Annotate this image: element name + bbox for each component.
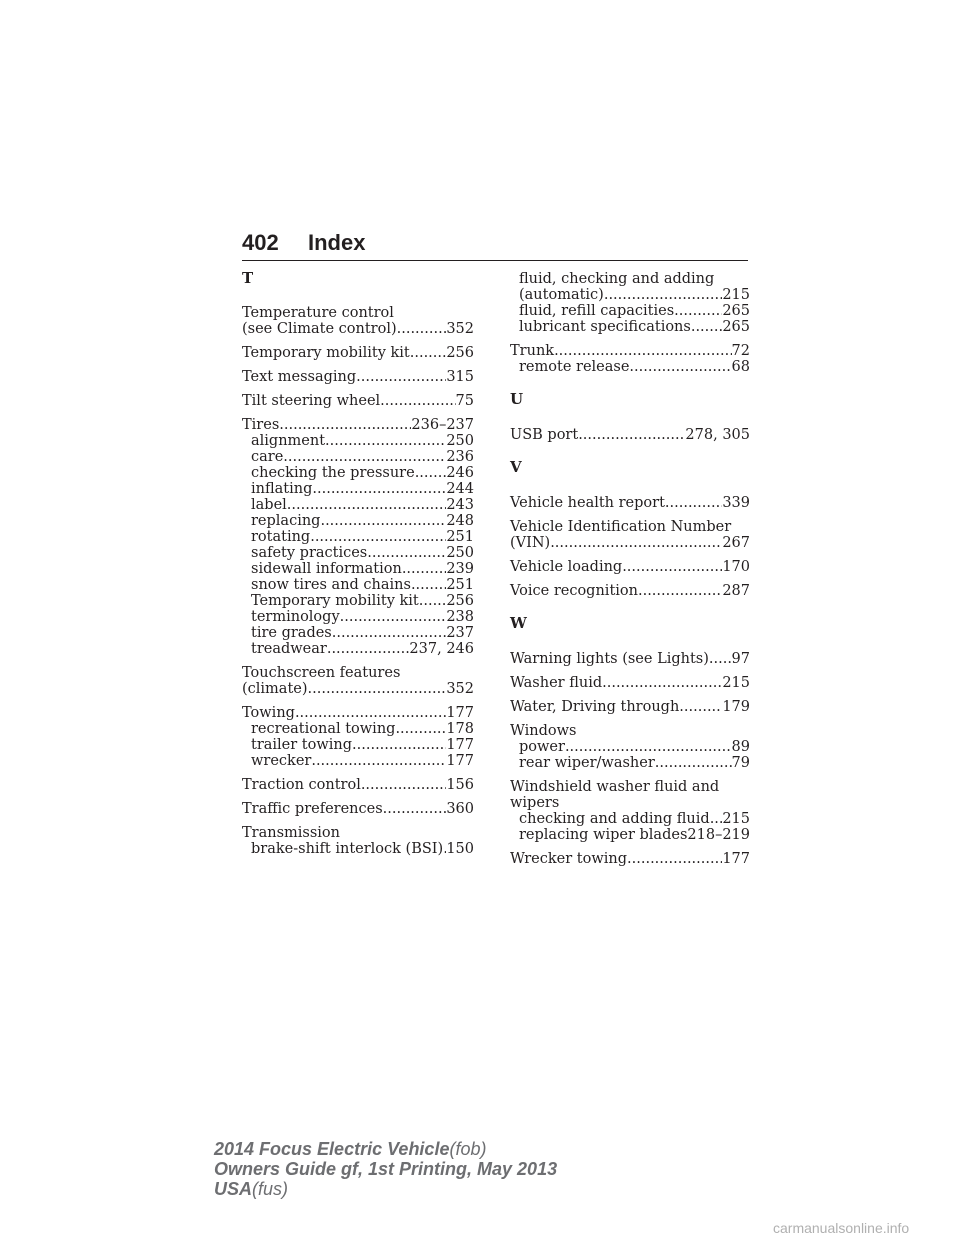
page-reference: 251 bbox=[446, 577, 474, 593]
page-reference: 352 bbox=[446, 681, 474, 697]
index-entry bbox=[510, 583, 750, 599]
page-reference: 256 bbox=[446, 593, 474, 609]
index-subentry-line bbox=[242, 465, 474, 481]
page-reference: 236–237 bbox=[411, 417, 474, 433]
index-subentry-line bbox=[242, 481, 474, 497]
dot-leader bbox=[554, 343, 731, 359]
entry-label: alignment bbox=[251, 433, 326, 449]
entry-label: Wrecker towing bbox=[510, 851, 628, 867]
index-entry-line bbox=[510, 795, 750, 811]
page-reference: 156 bbox=[446, 777, 474, 793]
dot-leader bbox=[604, 287, 722, 303]
dot-leader bbox=[410, 345, 447, 361]
dot-leader bbox=[674, 303, 722, 319]
index-entry bbox=[242, 825, 474, 857]
page-reference: 72 bbox=[731, 343, 750, 359]
entry-label: Tires bbox=[242, 417, 280, 433]
index-subentry-line bbox=[242, 529, 474, 545]
page-reference: 243 bbox=[446, 497, 474, 513]
page-reference: 265 bbox=[722, 303, 750, 319]
index-entry-line bbox=[242, 825, 474, 841]
entry-label: Vehicle Identification Number bbox=[510, 519, 732, 535]
dot-leader bbox=[352, 737, 446, 753]
index-subentry-line bbox=[242, 721, 474, 737]
dot-leader bbox=[710, 811, 723, 827]
entry-label: Temporary mobility kit bbox=[251, 593, 419, 609]
index-entry-line bbox=[510, 535, 750, 551]
index-subentry-line bbox=[242, 497, 474, 513]
dot-leader bbox=[655, 755, 732, 771]
page-reference: 178 bbox=[446, 721, 474, 737]
entry-label: rotating bbox=[251, 529, 311, 545]
index-entry bbox=[242, 369, 474, 385]
entry-label: Temporary mobility kit bbox=[242, 345, 410, 361]
index-entry bbox=[510, 519, 750, 551]
footer-line-1: 2014 Focus Electric Vehicle(fob) bbox=[214, 1139, 487, 1159]
entry-label: treadwear bbox=[251, 641, 327, 657]
page-reference: 79 bbox=[731, 755, 750, 771]
index-entry bbox=[510, 675, 750, 691]
index-subentry-line bbox=[510, 827, 750, 843]
page-reference: 215 bbox=[722, 675, 750, 691]
index-entry bbox=[510, 651, 750, 667]
index-entry-line bbox=[510, 519, 750, 535]
index-entry-line bbox=[510, 723, 750, 739]
page-reference: 265 bbox=[722, 319, 750, 335]
index-subentry-line bbox=[242, 577, 474, 593]
page-reference: 287 bbox=[722, 583, 750, 599]
entry-label: power bbox=[519, 739, 565, 755]
entry-label: inflating bbox=[251, 481, 313, 497]
index-entry bbox=[510, 851, 750, 867]
index-subentry-line bbox=[510, 359, 750, 375]
index-subentry-line bbox=[510, 303, 750, 319]
page-reference: 177 bbox=[446, 705, 474, 721]
page-reference: 256 bbox=[446, 345, 474, 361]
index-entry bbox=[242, 665, 474, 697]
index-entry bbox=[510, 699, 750, 715]
dot-leader bbox=[691, 319, 722, 335]
entry-label: Warning lights (see Lights) bbox=[510, 651, 709, 667]
entry-label: Water, Driving through bbox=[510, 699, 680, 715]
entry-label: snow tires and chains bbox=[251, 577, 411, 593]
index-entry-line bbox=[242, 705, 474, 721]
entry-label: fluid, checking and adding bbox=[519, 271, 715, 287]
page-reference: 97 bbox=[731, 651, 750, 667]
page-reference: 68 bbox=[731, 359, 750, 375]
entry-label: Voice recognition bbox=[510, 583, 638, 599]
index-subentry-line bbox=[510, 319, 750, 335]
dot-leader bbox=[638, 583, 722, 599]
page-reference: 89 bbox=[731, 739, 750, 755]
entry-label: tire grades bbox=[251, 625, 332, 641]
page-reference: 177 bbox=[446, 737, 474, 753]
entry-label: (VIN) bbox=[510, 535, 551, 551]
dot-leader bbox=[295, 705, 446, 721]
page-title: Index bbox=[308, 230, 366, 255]
entry-label: Tilt steering wheel bbox=[242, 393, 381, 409]
dot-leader bbox=[411, 577, 446, 593]
watermark: carmanualsonline.info bbox=[773, 1220, 910, 1236]
index-subentry-line bbox=[242, 609, 474, 625]
entry-label: replacing wiper blades bbox=[519, 827, 688, 843]
dot-leader bbox=[325, 433, 446, 449]
dot-leader bbox=[383, 801, 447, 817]
index-subentry-line bbox=[242, 433, 474, 449]
index-subentry-line bbox=[510, 811, 750, 827]
entry-label: wrecker bbox=[251, 753, 312, 769]
dot-leader bbox=[627, 851, 722, 867]
entry-label: (see Climate control) bbox=[242, 321, 397, 337]
entry-label: Traction control bbox=[242, 777, 361, 793]
index-subentry-line bbox=[510, 287, 750, 303]
index-letter-heading: T bbox=[242, 269, 254, 287]
index-subentry-line bbox=[242, 449, 474, 465]
index-entry bbox=[242, 417, 474, 657]
page-reference: 237 bbox=[446, 625, 474, 641]
index-column-right bbox=[510, 271, 750, 875]
index-entry-line bbox=[242, 777, 474, 793]
index-entry bbox=[510, 779, 750, 843]
entry-label: Touchscreen features bbox=[242, 665, 401, 681]
index-entry-line bbox=[510, 495, 750, 511]
dot-leader bbox=[402, 561, 446, 577]
entry-label: rear wiper/washer bbox=[519, 755, 655, 771]
page-reference: 360 bbox=[446, 801, 474, 817]
page-reference: 239 bbox=[446, 561, 474, 577]
page-reference: 352 bbox=[446, 321, 474, 337]
index-entry bbox=[510, 723, 750, 771]
dot-leader bbox=[602, 675, 722, 691]
entry-label: sidewall information bbox=[251, 561, 402, 577]
entry-label: Towing bbox=[242, 705, 295, 721]
index-entry-line bbox=[242, 393, 474, 409]
page-reference: 250 bbox=[446, 545, 474, 561]
entry-label: Vehicle loading bbox=[510, 559, 623, 575]
dot-leader bbox=[356, 369, 446, 385]
index-entry bbox=[242, 305, 474, 337]
entry-label: checking and adding fluid bbox=[519, 811, 710, 827]
index-entry bbox=[510, 427, 750, 443]
index-subentry-line bbox=[510, 739, 750, 755]
dot-leader bbox=[565, 739, 732, 755]
entry-label: lubricant specifications bbox=[519, 319, 691, 335]
dot-leader bbox=[312, 481, 446, 497]
page-reference: 246 bbox=[446, 465, 474, 481]
index-subentry-line bbox=[242, 753, 474, 769]
entry-label: remote release bbox=[519, 359, 630, 375]
page-reference: 75 bbox=[455, 393, 474, 409]
entry-label: Vehicle health report bbox=[510, 495, 665, 511]
dot-leader bbox=[327, 641, 410, 657]
index-entry bbox=[510, 271, 750, 335]
page-reference: 250 bbox=[446, 433, 474, 449]
entry-label: checking the pressure bbox=[251, 465, 415, 481]
index-subentry-line bbox=[242, 641, 474, 657]
entry-label: Windows bbox=[510, 723, 577, 739]
entry-label: Temperature control bbox=[242, 305, 394, 321]
index-entry-line bbox=[510, 779, 750, 795]
page-number: 402 bbox=[242, 230, 279, 255]
index-entry-line bbox=[510, 851, 750, 867]
page-reference: 339 bbox=[722, 495, 750, 511]
dot-leader bbox=[367, 545, 446, 561]
footer-code-3: (fus) bbox=[252, 1179, 289, 1199]
index-entry-line bbox=[510, 675, 750, 691]
page-reference: 238 bbox=[446, 609, 474, 625]
index-subentry-line bbox=[510, 755, 750, 771]
dot-leader bbox=[395, 721, 446, 737]
index-subentry-line bbox=[242, 841, 474, 857]
page-reference: 150 bbox=[446, 841, 474, 857]
dot-leader bbox=[397, 321, 447, 337]
page-reference: 278, 305 bbox=[685, 427, 750, 443]
page-reference: 267 bbox=[722, 535, 750, 551]
index-entry-line bbox=[510, 427, 750, 443]
index-column-left bbox=[242, 270, 474, 865]
page-reference: 236 bbox=[446, 449, 474, 465]
dot-leader bbox=[679, 699, 722, 715]
page-reference: 177 bbox=[446, 753, 474, 769]
index-entry bbox=[242, 777, 474, 793]
entry-label: Traffic preferences bbox=[242, 801, 383, 817]
dot-leader bbox=[332, 625, 447, 641]
index-entry-line bbox=[510, 583, 750, 599]
dot-leader bbox=[310, 529, 446, 545]
entry-label: Washer fluid bbox=[510, 675, 603, 691]
page-reference: 170 bbox=[722, 559, 750, 575]
index-subentry-line bbox=[510, 271, 750, 287]
index-entry-line bbox=[510, 651, 750, 667]
entry-label: label bbox=[251, 497, 287, 513]
page-reference: 244 bbox=[446, 481, 474, 497]
dot-leader bbox=[279, 417, 411, 433]
dot-leader bbox=[622, 559, 722, 575]
index-entry-line bbox=[242, 321, 474, 337]
dot-leader bbox=[665, 495, 722, 511]
page-reference: 315 bbox=[446, 369, 474, 385]
entry-label: fluid, refill capacities bbox=[519, 303, 675, 319]
page-reference: 215 bbox=[722, 287, 750, 303]
index-entry-line bbox=[242, 417, 474, 433]
page-reference: 177 bbox=[722, 851, 750, 867]
entry-label: Text messaging bbox=[242, 369, 357, 385]
index-letter-heading: U bbox=[510, 390, 524, 408]
footer-line-2: Owners Guide gf, 1st Printing, May 2013 bbox=[214, 1159, 558, 1179]
index-entry bbox=[242, 801, 474, 817]
index-entry-line bbox=[242, 305, 474, 321]
dot-leader bbox=[320, 513, 446, 529]
index-entry bbox=[510, 559, 750, 575]
index-entry bbox=[242, 393, 474, 409]
document-footer bbox=[214, 1139, 557, 1199]
dot-leader bbox=[361, 777, 446, 793]
index-entry-line bbox=[510, 343, 750, 359]
dot-leader bbox=[629, 359, 731, 375]
footer-line-3: USA(fus) bbox=[214, 1179, 289, 1199]
index-entry-line bbox=[510, 699, 750, 715]
index-subentry-line bbox=[242, 545, 474, 561]
dot-leader bbox=[308, 681, 447, 697]
index-entry-line bbox=[242, 369, 474, 385]
header-rule bbox=[242, 260, 748, 261]
entry-label: replacing bbox=[251, 513, 321, 529]
index-entry-line bbox=[242, 801, 474, 817]
dot-leader bbox=[311, 753, 446, 769]
page-reference: 179 bbox=[722, 699, 750, 715]
index-entry bbox=[510, 343, 750, 375]
dot-leader bbox=[380, 393, 455, 409]
index-entry-line bbox=[242, 345, 474, 361]
entry-label: care bbox=[251, 449, 284, 465]
page-reference: 218–219 bbox=[687, 827, 750, 843]
index-subentry-line bbox=[242, 593, 474, 609]
entry-label: Windshield washer fluid and bbox=[510, 779, 720, 795]
index-entry bbox=[510, 495, 750, 511]
entry-label: USB port bbox=[510, 427, 579, 443]
page-reference: 248 bbox=[446, 513, 474, 529]
entry-label: (climate) bbox=[242, 681, 308, 697]
index-entry bbox=[242, 345, 474, 361]
entry-label: terminology bbox=[251, 609, 340, 625]
index-letter-heading: W bbox=[510, 614, 527, 632]
dot-leader bbox=[419, 593, 447, 609]
dot-leader bbox=[340, 609, 447, 625]
entry-label: wipers bbox=[510, 795, 560, 811]
dot-leader bbox=[709, 651, 732, 667]
entry-label: trailer towing bbox=[251, 737, 353, 753]
page-reference: 215 bbox=[722, 811, 750, 827]
index-subentry-line bbox=[242, 625, 474, 641]
index-subentry-line bbox=[242, 737, 474, 753]
dot-leader bbox=[578, 427, 685, 443]
index-subentry-line bbox=[242, 561, 474, 577]
index-subentry-line bbox=[242, 513, 474, 529]
dot-leader bbox=[415, 465, 447, 481]
page-reference: 251 bbox=[446, 529, 474, 545]
footer-code-1: (fob) bbox=[449, 1139, 487, 1159]
entry-label: brake-shift interlock (BSI) bbox=[251, 841, 444, 857]
index-letter-heading: V bbox=[510, 458, 522, 476]
entry-label: safety practices bbox=[251, 545, 368, 561]
dot-leader bbox=[550, 535, 722, 551]
dot-leader bbox=[283, 449, 446, 465]
page-header bbox=[242, 230, 748, 260]
index-entry-line bbox=[242, 665, 474, 681]
entry-label: Trunk bbox=[510, 343, 555, 359]
index-entry bbox=[242, 705, 474, 769]
index-entry-line bbox=[510, 559, 750, 575]
entry-label: recreational towing bbox=[251, 721, 396, 737]
dot-leader bbox=[287, 497, 447, 513]
index-entry-line bbox=[242, 681, 474, 697]
entry-label: Transmission bbox=[242, 825, 341, 841]
page-reference: 237, 246 bbox=[409, 641, 474, 657]
entry-label: (automatic) bbox=[519, 287, 604, 303]
